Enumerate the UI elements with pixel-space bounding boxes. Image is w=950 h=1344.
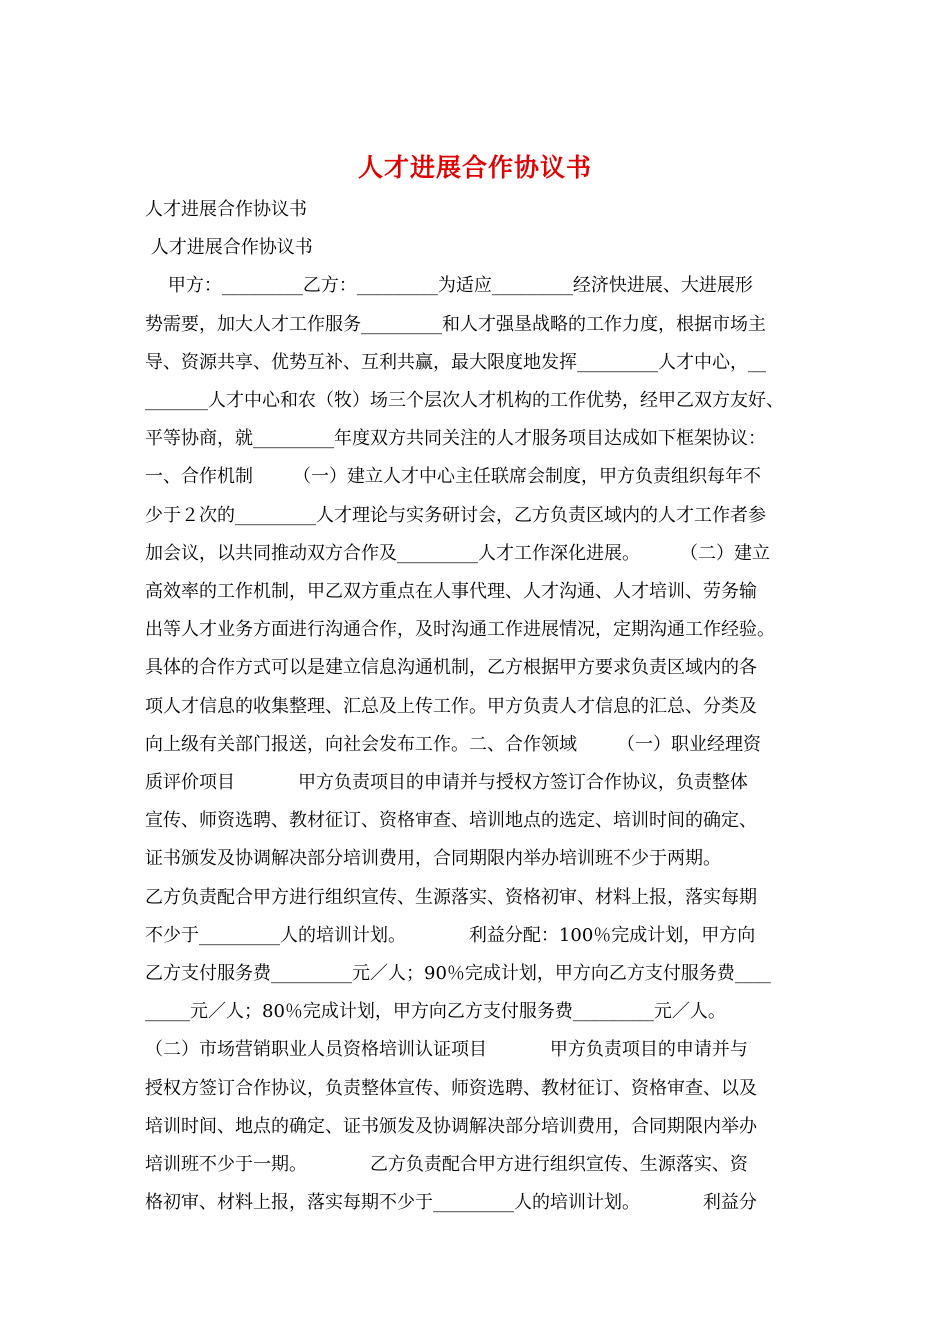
body-line: 项人才信息的收集整理、汇总及上传工作。甲方负责人才信息的汇总、分类及 — [145, 695, 757, 717]
body-line: 甲方：_________乙方：_________为适应_________经济快进展、大进展形 — [145, 275, 753, 297]
document-title: 人才进展合作协议书 — [357, 153, 592, 182]
body-line: 培训班不少于一期。 乙方负责配合甲方进行组织宣传、生源落实、资 — [145, 1154, 748, 1175]
body-line: 乙方负责配合甲方进行组织宣传、生源落实、资格初审、材料上报，落实每期 — [145, 886, 757, 908]
body-line: 质评价项目 甲方负责项目的申请并与授权方签订合作协议，负责整体 — [145, 772, 748, 793]
body-line: 一、合作机制 （一）建立人才中心主任联席会制度，甲方负责组织每年不 — [145, 466, 762, 488]
body-line: _______人才中心和农（牧）场三个层次人才机构的工作优势，经甲乙双方友好、 — [145, 390, 784, 411]
body-line: 高效率的工作机制，甲乙双方重点在人事代理、人才沟通、人才培训、劳务输 — [145, 581, 757, 602]
body-line: （二）市场营销职业人员资格培训认证项目 甲方负责项目的申请并与 — [145, 1039, 748, 1061]
body-line: 加会议，以共同推动双方合作及_________人才工作深化进展。 （二）建立 — [145, 542, 771, 564]
body-line: 证书颁发及协调解决部分培训费用，合同期限内举办培训班不少于两期。 — [145, 848, 721, 870]
body-line: 宣传、师资选聘、教材征订、资格审查、培训地点的选定、培训时间的确定、 — [145, 810, 757, 832]
body-line: 势需要，加大人才工作服务_________和人才强垦战略的工作力度，根据市场主 — [145, 313, 766, 335]
body-line: 培训时间、地点的确定、证书颁发及协调解决部分培训费用，合同期限内举办 — [145, 1115, 757, 1137]
body-line: 少于２次的_________人才理论与实务研讨会，乙方负责区域内的人才工作者参 — [145, 504, 766, 526]
body-line: 人才进展合作协议书 — [145, 237, 313, 259]
body-line: 平等协商，就_________年度双方共同关注的人才服务项目达成如下框架协议： — [145, 428, 766, 450]
body-line: 向上级有关部门报送，向社会发布工作。二、合作领域 （一）职业经理资 — [145, 733, 762, 755]
body-line: 不少于_________人的培训计划。 利益分配：100％完成计划，甲方向 — [145, 924, 756, 946]
body-line: 导、资源共享、优势互补、互利共赢，最大限度地发挥_________人才中心，__ — [145, 351, 766, 373]
body-line: 具体的合作方式可以是建立信息沟通机制，乙方根据甲方要求负责区域内的各 — [145, 657, 757, 679]
body-line: _____元／人；80％完成计划，甲方向乙方支付服务费_________元／人。 — [145, 1001, 726, 1023]
body-line: 乙方支付服务费_________元／人；90％完成计划，甲方向乙方支付服务费____ — [145, 963, 771, 984]
body-line: 出等人才业务方面进行沟通合作，及时沟通工作进展情况，定期沟通工作经验。 — [145, 619, 775, 641]
body-line: 授权方签订合作协议，负责整体宣传、师资选聘、教材征订、资格审查、以及 — [145, 1077, 757, 1099]
body-line: 人才进展合作协议书 — [145, 199, 307, 220]
body-line: 格初审、材料上报，落实每期不少于_________人的培训计划。 利益分 — [145, 1192, 757, 1214]
